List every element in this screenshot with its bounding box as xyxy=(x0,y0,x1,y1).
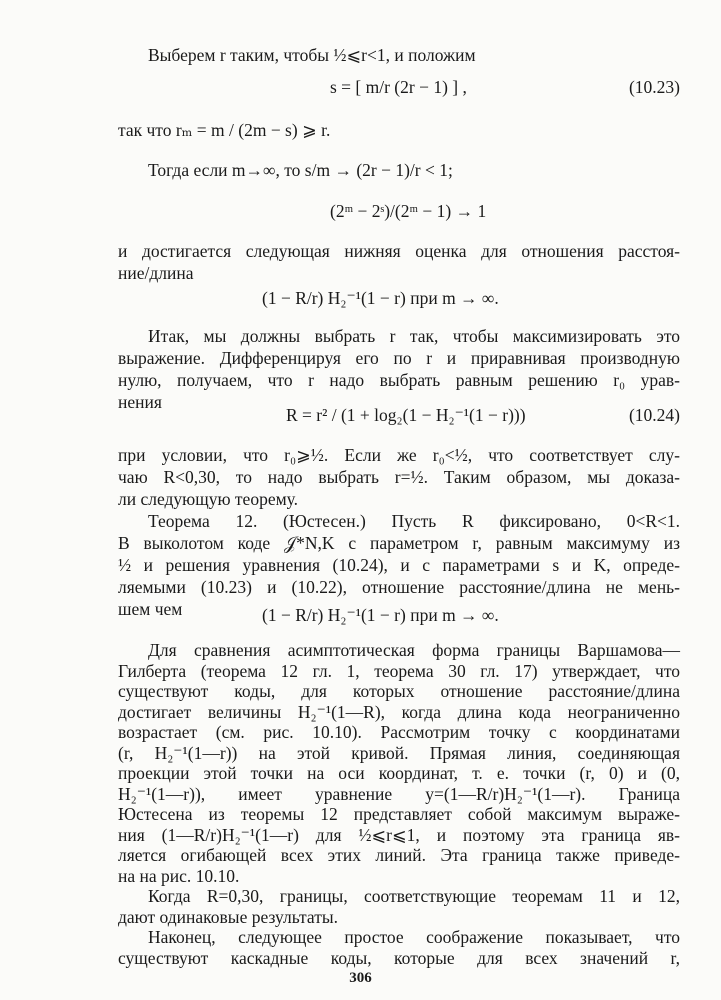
text-line: H₂⁻¹(1—r)), имеет уравнение y=(1—R/r)H₂⁻¹(1—r). Граница xyxy=(118,783,680,804)
text-line: ние/длина xyxy=(118,263,194,283)
page-number: 306 xyxy=(349,970,372,986)
text-line: на на рис. 10.10. xyxy=(118,865,240,886)
text-line: нения xyxy=(118,392,162,412)
equation-10-23: s = [ m/r (2r − 1) ] , xyxy=(330,77,467,97)
equation-number: (10.24) xyxy=(628,405,680,425)
text-line: проекции этой точки на оси координат, т. е. точки (r, 0) и (0, xyxy=(118,763,680,783)
text-line: ляется огибающей всех этих линий. Эта граница также приведе- xyxy=(118,845,680,865)
text-line: Для сравнения асимптотическая форма границы Варшамова— xyxy=(148,640,680,660)
text-line: чаю R<0,30, то надо выбрать r=½. Таким образом, мы доказа- xyxy=(118,467,680,487)
theorem-heading: Теорема 12. (Юстесен.) Пусть R фиксировано, 0<R<1. xyxy=(148,511,680,531)
text-line: ½ и решения уравнения (10.24), и с параметрами s и K, опреде- xyxy=(118,555,680,575)
text-line: при условии, что r₀⩾½. Если же r₀<½, что соответствует слу- xyxy=(118,445,680,465)
text-line: существуют коды, для которых отношение расстояние/длина xyxy=(118,681,680,701)
text-line: шем чем xyxy=(118,599,183,619)
text-line: Выберем r таким, чтобы ½⩽r<1, и положим xyxy=(148,45,476,65)
text-line: дают одинаковые результаты. xyxy=(118,906,338,927)
text-line: ли следующую теорему. xyxy=(118,489,299,509)
text-line: существуют каскадные коды, которые для всех значений r, xyxy=(118,947,680,968)
bound-expression: (1 − R/r) H₂⁻¹(1 − r) при m → ∞. xyxy=(262,288,499,308)
text-line: Когда R=0,30, границы, соответствующие теоремам 11 и 12, xyxy=(148,886,680,906)
text-line: достигает величины H₂⁻¹(1—R), когда длина кода неограниченно xyxy=(118,701,680,722)
text-line: Итак, мы должны выбрать r так, чтобы максимизировать это xyxy=(148,326,680,346)
text-line: выражение. Дифференцируя его по r и приравнивая производную xyxy=(118,348,680,368)
text-line: ния (1—R/r)H₂⁻¹(1—r) для ½⩽r⩽1, и поэтому эта граница яв- xyxy=(118,824,680,845)
text-line: возрастает (см. рис. 10.10). Рассмотрим точку с координатами xyxy=(118,722,680,742)
text-line: и достигается следующая нижняя оценка для отношения расстоя- xyxy=(118,241,680,261)
bound-expression: (1 − R/r) H₂⁻¹(1 − r) при m → ∞. xyxy=(262,605,499,625)
text-line: ляемыми (10.23) и (10.22), отношение расстояние/длина не мень- xyxy=(118,577,680,597)
equation-limit: Тогда если m→∞, то s/m → (2r − 1)/r < 1; xyxy=(148,160,453,180)
equation-number: (10.23) xyxy=(628,77,680,97)
equation-ratio: (2ᵐ − 2ˢ)/(2ᵐ − 1) → 1 xyxy=(330,201,487,221)
text-line: В выколотом коде 𝒥*N,K с параметром r, равным максимуму из xyxy=(118,533,680,553)
equation-r-m: так что rₘ = m / (2m − s) ⩾ r. xyxy=(118,120,331,140)
text-line: Гилберта (теорема 12 гл. 1, теорема 30 гл. 17) утверждает, что xyxy=(118,660,680,681)
text-line: (r, H₂⁻¹(1—r)) на этой кривой. Прямая линия, соединяющая xyxy=(118,742,680,763)
text-line: нулю, получаем, что r надо выбрать равным решению r₀ урав- xyxy=(118,370,680,390)
text-line: Наконец, следующее простое соображение показывает, что xyxy=(148,927,680,947)
equation-10-24: R = r² / (1 + log₂(1 − H₂⁻¹(1 − r))) xyxy=(286,405,526,425)
text-line: Юстесена из теоремы 12 представляет собой максимум выраже- xyxy=(118,804,680,824)
